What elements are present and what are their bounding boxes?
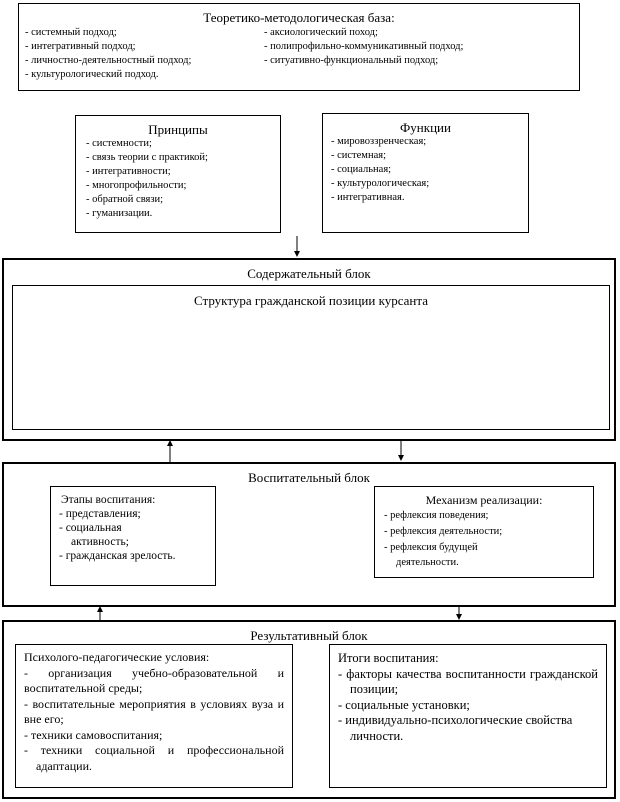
result-block <box>2 620 616 799</box>
arrow-to-content-block <box>292 236 302 258</box>
theory-item: - системный подход; <box>25 27 117 38</box>
condition-item: - техники социальной и профессиональной адаптации. <box>24 743 284 773</box>
mechanism-item: - рефлексия деятельности; <box>384 526 503 537</box>
content-block-title: Содержательный блок <box>247 266 371 281</box>
conditions-content <box>16 645 292 774</box>
arrow-up-to-education-block <box>95 606 105 620</box>
theory-right-list <box>264 26 463 68</box>
stage-item: - представления; <box>59 508 141 520</box>
theory-item: - культурологический подход. <box>25 69 159 80</box>
content-block <box>2 258 616 441</box>
functions-box <box>322 113 529 233</box>
principle-item: - системности; <box>86 138 152 149</box>
stage-item: - социальная <box>59 522 122 534</box>
stages-list <box>59 507 215 563</box>
outcomes-title: Итоги воспитания: <box>338 651 439 665</box>
outcome-item: - социальные установки; <box>338 697 470 712</box>
principles-box <box>75 115 281 233</box>
arrow-down-to-education-block <box>396 440 406 462</box>
mechanism-title: Механизм реализации: <box>425 493 543 507</box>
mechanism-list <box>384 508 593 570</box>
outcomes-box <box>329 644 607 788</box>
condition-item: - техники самовоспитания; <box>24 727 163 742</box>
stages-box <box>50 486 216 586</box>
function-item: - мировоззренческая; <box>331 136 427 147</box>
principle-item: - обратной связи; <box>86 194 164 205</box>
functions-list <box>331 135 429 205</box>
function-item: - системная; <box>331 150 386 161</box>
theory-item: - ситуативно-функциональный подход; <box>264 55 439 66</box>
function-item: - социальная; <box>331 164 392 175</box>
civic-position-structure-box <box>12 285 610 430</box>
stage-item: активность; <box>71 536 129 548</box>
condition-item: - воспитательные мероприятия в условиях вуза и вне его; <box>24 696 284 726</box>
theory-left-list <box>25 26 191 82</box>
outcomes-content <box>330 645 606 744</box>
principles-list <box>86 137 208 221</box>
conditions-title: Психолого-педагогические условия: <box>24 650 210 664</box>
principle-item: - интегративности; <box>86 166 171 177</box>
mechanism-item: - рефлексия будущей <box>384 542 478 553</box>
outcome-item: - индивидуально-психологические свойства личности. <box>338 713 573 743</box>
theory-item: - личностно-деятельностный подход; <box>25 55 192 66</box>
arrow-up-to-content-block <box>165 440 175 462</box>
functions-title: Функции <box>400 120 451 135</box>
mechanism-item: деятельности. <box>396 557 459 568</box>
principle-item: - связь теории с практикой; <box>86 152 208 163</box>
result-block-title: Результативный блок <box>250 628 368 643</box>
theory-item: - полипрофильно-коммуникативный подход; <box>264 41 464 52</box>
conditions-box <box>15 644 293 788</box>
function-item: - интегративная. <box>331 192 405 203</box>
stage-item: - гражданская зрелость. <box>59 550 176 562</box>
theory-item: - аксиологический поход; <box>264 27 378 38</box>
outcome-item: - факторы качества воспитанности гражданской позиции; <box>338 666 598 696</box>
stages-title: Этапы воспитания: <box>61 494 156 506</box>
civic-position-structure-title: Структура гражданской позиции курсанта <box>194 293 428 308</box>
theory-item: - интегративный подход; <box>25 41 136 52</box>
function-item: - культурологическая; <box>331 178 430 189</box>
principle-item: - гуманизации. <box>86 208 153 219</box>
mechanism-box <box>374 486 594 578</box>
principles-title: Принципы <box>148 122 208 137</box>
principle-item: - многопрофильности; <box>86 180 187 191</box>
education-block <box>2 462 616 607</box>
mechanism-item: - рефлексия поведения; <box>384 510 489 521</box>
condition-item: - организация учебно-образовательной и воспитательной среды; <box>24 665 284 695</box>
arrow-down-to-result-block <box>454 606 464 620</box>
education-block-title: Воспитательный блок <box>248 470 370 485</box>
theory-box <box>18 3 580 91</box>
theory-title: Теоретико-методологическая база: <box>203 10 395 25</box>
